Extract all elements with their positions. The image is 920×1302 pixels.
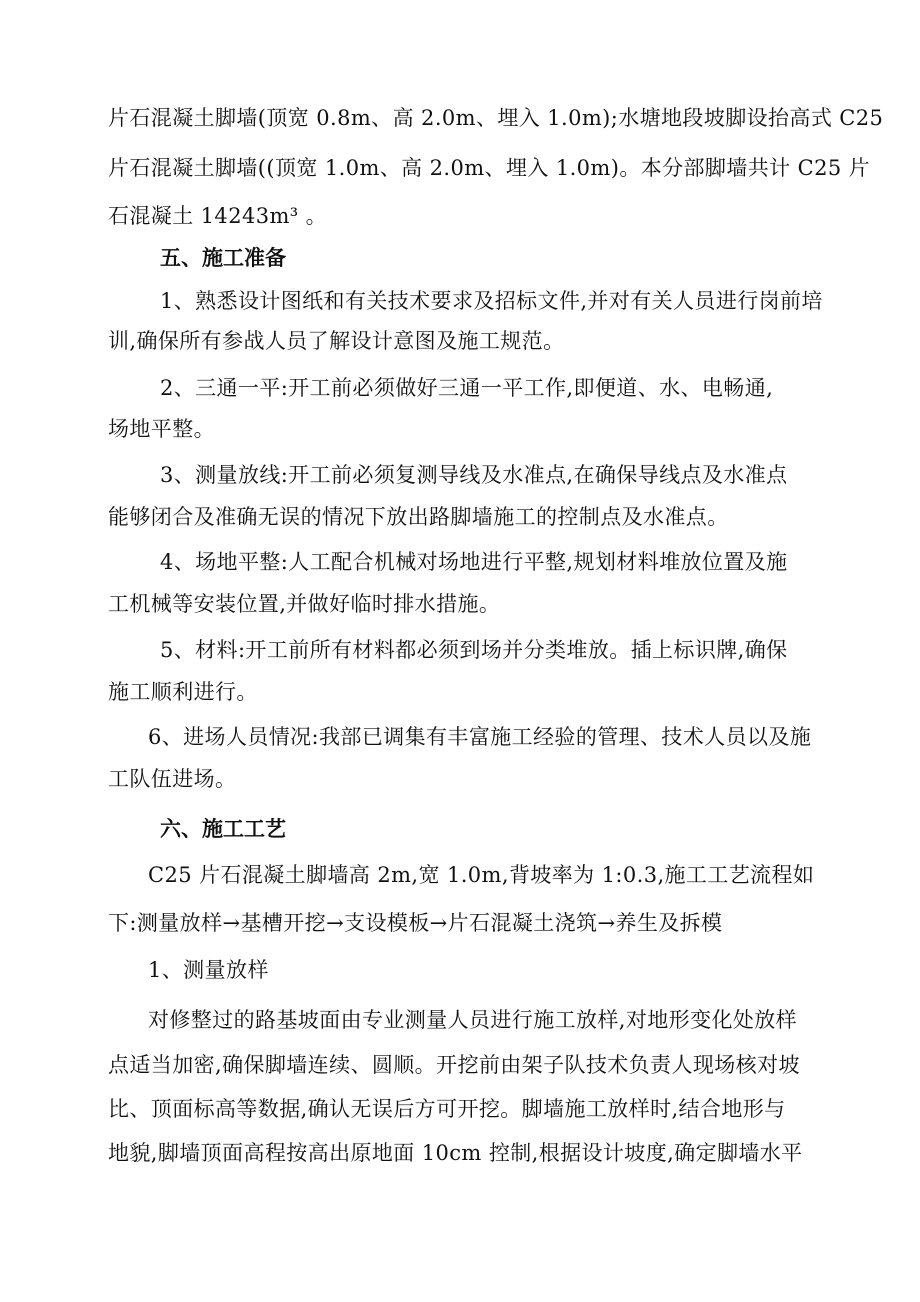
- paragraph-line: 片石混凝土脚墙((顶宽 1.0m、高 2.0m、埋入 1.0m)。本分部脚墙共计 C25 片: [108, 156, 871, 180]
- section-heading-preparation: 五、施工准备: [160, 246, 286, 270]
- section-heading-process: 六、施工工艺: [160, 817, 286, 841]
- paragraph-line: 地貌,脚墙顶面高程按高出原地面 10cm 控制,根据设计坡度,确定脚墙水平: [108, 1141, 803, 1165]
- paragraph-line: 2、三通一平:开工前必须做好三通一平工作,即便道、水、电畅通,: [160, 376, 774, 400]
- paragraph-line: 场地平整。: [108, 417, 215, 441]
- paragraph-line: 能够闭合及准确无误的情况下放出路脚墙施工的控制点及水准点。: [108, 505, 729, 529]
- paragraph-line: 下:测量放样→基槽开挖→支设模板→片石混凝土浇筑→养生及拆模: [108, 911, 723, 935]
- paragraph-line: 对修整过的路基坡面由专业测量人员进行施工放样,对地形变化处放样: [148, 1008, 798, 1032]
- paragraph-line: 3、测量放线:开工前必须复测导线及水准点,在确保导线点及水准点: [160, 463, 788, 487]
- paragraph-line: 石混凝土 14243m³ 。: [108, 204, 328, 228]
- paragraph-line: 点适当加密,确保脚墙连续、圆顺。开挖前由架子队技术负责人现场核对坡: [108, 1053, 800, 1077]
- paragraph-line: C25 片石混凝土脚墙高 2m,宽 1.0m,背坡率为 1:0.3,施工工艺流程如: [148, 863, 815, 887]
- paragraph-line: 比、顶面标高等数据,确认无误后方可开挖。脚墙施工放样时,结合地形与: [108, 1097, 786, 1121]
- paragraph-line: 片石混凝土脚墙(顶宽 0.8m、高 2.0m、埋入 1.0m);水塘地段坡脚设抬高式 C25: [108, 106, 884, 130]
- paragraph-line: 5、材料:开工前所有材料都必须到场并分类堆放。插上标识牌,确保: [160, 638, 788, 662]
- paragraph-line: 1、熟悉设计图纸和有关技术要求及招标文件,并对有关人员进行岗前培: [160, 289, 823, 313]
- paragraph-line: 施工顺利进行。: [108, 680, 258, 704]
- subheading-survey: 1、测量放样: [148, 958, 269, 982]
- paragraph-line: 工机械等安装位置,并做好临时排水措施。: [108, 592, 501, 616]
- paragraph-line: 4、场地平整:人工配合机械对场地进行平整,规划材料堆放位置及施: [160, 550, 788, 574]
- paragraph-line: 工队伍进场。: [108, 767, 237, 791]
- paragraph-line: 训,确保所有参战人员了解设计意图及施工规范。: [108, 329, 565, 353]
- paragraph-line: 6、进场人员情况:我部已调集有丰富施工经验的管理、技术人员以及施: [148, 725, 812, 749]
